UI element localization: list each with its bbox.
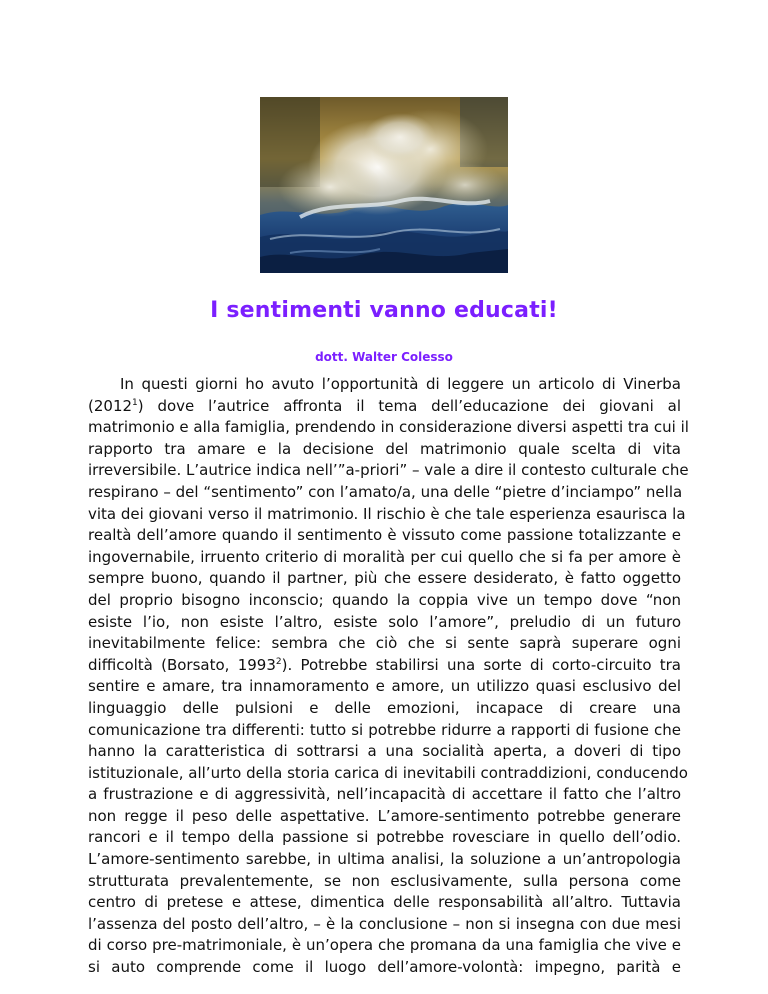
body-line: di corso pre-matrimoniale, è un’opera che promana da una famiglia che vive e xyxy=(88,936,681,955)
body-line: a frustrazione e di aggressività, nell’incapacità di accettare il fatto che l’altro xyxy=(88,785,681,804)
body-line: sempre buono, quando il partner, più che essere desiderato, è fatto oggetto xyxy=(88,569,681,588)
article-body xyxy=(88,374,689,979)
body-line: centro di pretese e attese, dimentica delle responsabilità all’altro. Tuttavia xyxy=(88,893,681,912)
body-line: linguaggio delle pulsioni e delle emozioni, incapace di creare una xyxy=(88,698,681,717)
body-line: comunicazione tra differenti: tutto si potrebbe ridurre a rapporti di fusione che xyxy=(88,720,681,739)
article-author: dott. Walter Colesso xyxy=(315,350,453,364)
body-line: realtà dell’amore quando il sentimento è vissuto come passione totalizzante e xyxy=(88,526,681,545)
body-line: sentire e amare, tra innamoramento e amore, un utilizzo quasi esclusivo del xyxy=(88,677,681,696)
body-line: ingovernabile, irruento criterio di moralità per cui quello che si fa per amore è xyxy=(88,547,681,566)
body-line: vita dei giovani verso il matrimonio. Il rischio è che tale esperienza esaurisca la xyxy=(88,504,686,523)
body-line: irreversibile. L’autrice indica nell’”a-priori” – vale a dire il contesto culturale che xyxy=(88,461,689,480)
body-line: matrimonio e alla famiglia, prendendo in considerazione diversi aspetti tra cui il xyxy=(88,418,689,437)
body-line: respirano – del “sentimento” con l’amato/a, una delle “pietre d’inciampo” nella xyxy=(88,482,683,501)
footnote-ref: 2 xyxy=(275,656,282,667)
body-line: hanno la caratteristica di sottrarsi a una socialità aperta, a doveri di tipo xyxy=(88,742,681,761)
body-line: esiste l’io, non esiste l’altro, esiste solo l’amore”, preludio di un futuro xyxy=(88,612,681,631)
body-line: difficoltà (Borsato, 1993$^2$). Potrebbe stabilirsi una sorte di corto-circuito tra xyxy=(88,655,681,674)
article-title: I sentimenti vanno educati! xyxy=(210,298,558,323)
stormy-sea-image xyxy=(260,97,508,273)
sea-waves-illustration xyxy=(260,97,508,273)
footnote-ref: 1 xyxy=(132,397,138,408)
body-line: istituzionale, all’urto della storia carica di inevitabili contraddizioni, conducendo xyxy=(88,763,688,782)
body-line: strutturata prevalentemente, se non esclusivamente, sulla persona come xyxy=(88,871,681,890)
body-line: L’amore-sentimento sarebbe, in ultima analisi, la soluzione a un’antropologia xyxy=(88,850,681,869)
body-line: inevitabilmente felice: sembra che ciò che si sente saprà superare ogni xyxy=(88,634,681,653)
body-line: (2012$^1$) dove l’autrice affronta il tema dell’educazione dei giovani al xyxy=(88,396,681,415)
body-line: l’assenza del posto dell’altro, – è la conclusione – non si insegna con due mesi xyxy=(88,914,681,933)
body-line: non regge il peso delle aspettative. L’amore-sentimento potrebbe generare xyxy=(88,806,681,825)
body-line: rancori e il tempo della passione si potrebbe rovesciare in quello dell’odio. xyxy=(88,828,681,847)
body-line: del proprio bisogno inconscio; quando la coppia vive un tempo dove “non xyxy=(88,590,681,609)
body-line: si auto comprende come il luogo dell’amore-volontà: impegno, parità e xyxy=(88,958,681,977)
body-line: In questi giorni ho avuto l’opportunità di leggere un articolo di Vinerba xyxy=(120,375,681,393)
body-line: rapporto tra amare e la decisione del matrimonio quale scelta di vita xyxy=(88,439,681,458)
